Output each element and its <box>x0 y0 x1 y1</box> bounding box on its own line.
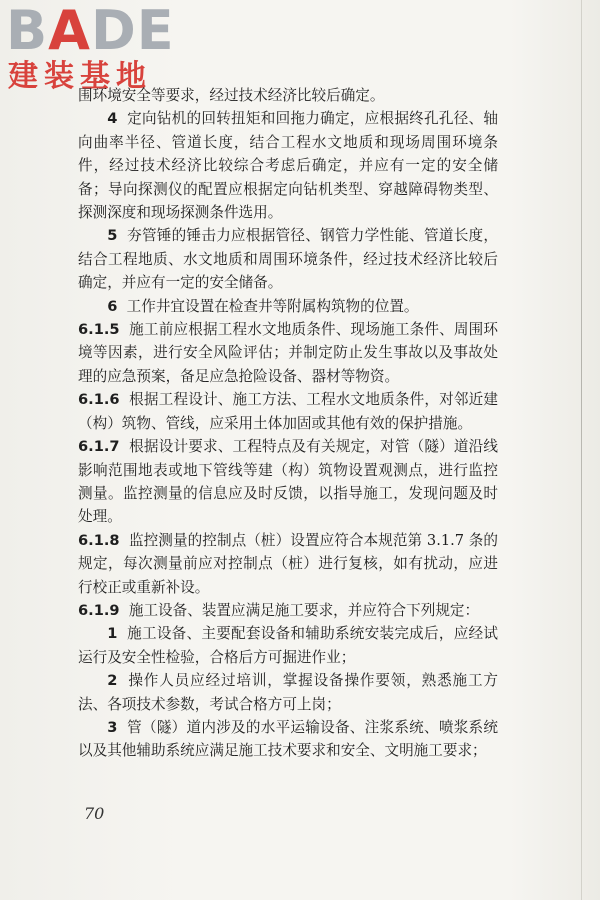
clause-6-1-8: 6.1.8 监控测量的控制点（桩）设置应符合本规范第 3.1.7 条的规定，每次测量前应对控制点（桩）进行复核，如有扰动，应进行校正或重新补设。 <box>78 531 498 596</box>
list-item-1: 1 施工设备、主要配套设备和辅助系统安装完成后，应经试运行及安全性检验，合格后方可掘进作业； <box>78 625 498 666</box>
clause-6-1-9: 6.1.9 施工设备、装置应满足施工要求，并应符合下列规定： <box>78 601 480 619</box>
clause-6-1-6: 6.1.6 根据工程设计、施工方法、工程水文地质条件，对邻近建（构）筑物、管线，应采用土体加固或其他有效的保护措施。 <box>78 391 498 432</box>
paragraph-continuation: 围环境安全等要求，经过技术经济比较后确定。 <box>78 87 385 104</box>
paragraph-item-6: 6 工作井宜设置在检查井等附属构筑物的位置。 <box>107 297 419 315</box>
page-edge-shadow <box>581 0 582 900</box>
list-item-2: 2 操作人员应经过培训，掌握设备操作要领，熟悉施工方法、各项技术参数，考试合格方可上岗； <box>78 672 498 713</box>
logo-subtitle: 建装基地 <box>8 59 152 94</box>
logo-wordmark: BADE <box>6 0 175 62</box>
clause-6-1-5: 6.1.5 施工前应根据工程水文地质条件、现场施工条件、周围环境等因素，进行安全风险评估；并制定防止发生事故以及事故处理的应急预案，备足应急抢险设备、器材等物资。 <box>78 321 498 385</box>
paragraph-item-5: 5 夯管锤的锤击力应根据管径、钢管力学性能、管道长度，结合工程地质、水文地质和周围环境条件，经过技术经济比较后确定，并应有一定的安全储备。 <box>78 227 498 292</box>
page-number: 70 <box>84 804 105 823</box>
paragraph-item-4: 4 定向钻机的回转扭矩和回拖力确定，应根据终孔孔径、轴向曲率半径、管道长度，结合工程水文地质和现场周围环境条件，经过技术经济比较综合考虑后确定，并应有一定的安全储备；导向探测仪的配置应根据定向钻机类型、穿越障碍物类型、探测深度和现场探测条件选用。 <box>78 110 498 222</box>
list-item-3: 3 管（隧）道内涉及的水平运输设备、注浆系统、喷浆系统以及其他辅助系统应满足施工技术要求和安全、文明施工要求； <box>78 718 498 760</box>
body-text <box>78 84 498 763</box>
clause-6-1-7: 6.1.7 根据设计要求、工程特点及有关规定，对管（隧）道沿线影响范围地表或地下管线等建（构）筑物设置观测点，进行监控测量。监控测量的信息应及时反馈，以指导施工，发现问题及时处理。 <box>78 438 498 526</box>
